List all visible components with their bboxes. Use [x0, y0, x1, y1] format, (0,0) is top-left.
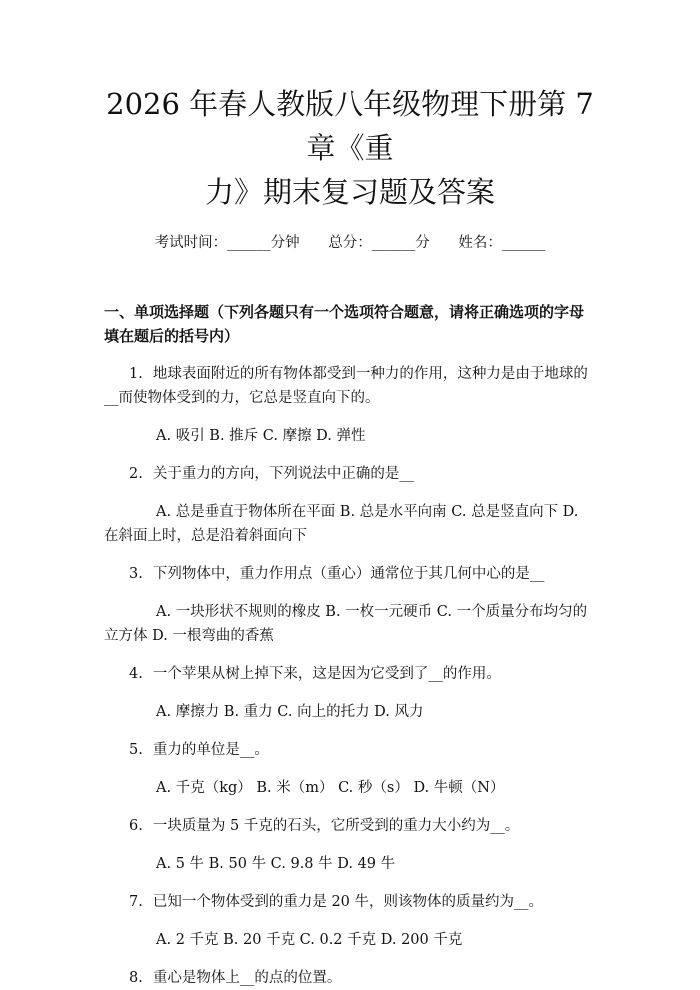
question-stem — [104, 462, 596, 486]
question-number: 6. — [129, 818, 143, 834]
question-list — [104, 362, 596, 990]
question-text: 重力的单位是__。 — [152, 742, 269, 758]
question-options: A. 千克（kg） B. 米（m） C. 秒（s） D. 牛顿（N） — [156, 780, 505, 796]
question-number: 7. — [129, 894, 143, 910]
question-2 — [104, 462, 596, 548]
question-8 — [104, 966, 596, 990]
exam-time: 考试时间：______分钟 — [154, 235, 300, 251]
question-number: 4. — [129, 666, 143, 682]
question-text: 关于重力的方向，下列说法中正确的是__ — [152, 466, 414, 482]
exam-info — [104, 232, 596, 254]
question-number: 5. — [129, 742, 143, 758]
question-3 — [104, 562, 596, 648]
question-options: A. 5 牛 B. 50 牛 C. 9.8 牛 D. 49 牛 — [156, 856, 396, 872]
question-number: 3. — [129, 566, 143, 582]
question-options: A. 摩擦力 B. 重力 C. 向上的托力 D. 风力 — [156, 704, 424, 720]
question-5 — [104, 738, 596, 800]
question-text: 下列物体中，重力作用点（重心）通常位于其几何中心的是__ — [152, 566, 545, 582]
title-line-2: 力》期末复习题及答案 — [204, 175, 495, 209]
question-stem — [104, 966, 596, 990]
question-stem — [104, 662, 596, 686]
section-heading: 一、单项选择题（下列各题只有一个选项符合题意，请将正确选项的字母填在题后的括号内） — [104, 303, 585, 345]
question-number: 8. — [129, 970, 143, 986]
question-7 — [104, 890, 596, 952]
question-text: 一个苹果从树上掉下来，这是因为它受到了__的作用。 — [152, 666, 501, 682]
question-options: A. 一块形状不规则的橡皮 B. 一枚一元硬币 C. 一个质量分布均匀的立方体 D. 一根弯曲的香蕉 — [104, 604, 588, 644]
exam-name: 姓名：______ — [458, 235, 546, 251]
document-title — [104, 0, 596, 214]
question-stem — [104, 362, 596, 410]
question-options: A. 2 千克 B. 20 千克 C. 0.2 千克 D. 200 千克 — [156, 932, 463, 948]
question-4 — [104, 662, 596, 724]
title-line-1: 2026 年春人教版八年级物理下册第 7 章《重 — [106, 87, 594, 165]
question-stem — [104, 562, 596, 586]
question-options: A. 吸引 B. 推斥 C. 摩擦 D. 弹性 — [156, 428, 366, 444]
question-6 — [104, 814, 596, 876]
question-stem — [104, 814, 596, 838]
question-text: 地球表面附近的所有物体都受到一种力的作用，这种力是由于地球的__而使物体受到的力，它总是竖直向下的。 — [104, 366, 588, 406]
question-options: A. 总是垂直于物体所在平面 B. 总是水平向南 C. 总是竖直向下 D. 在斜面上时，总是沿着斜面向下 — [104, 504, 579, 544]
question-stem — [104, 738, 596, 762]
question-number: 2. — [129, 466, 143, 482]
question-stem — [104, 890, 596, 914]
question-1 — [104, 362, 596, 448]
question-number: 1. — [129, 366, 143, 382]
question-text: 已知一个物体受到的重力是 20 牛，则该物体的质量约为__。 — [152, 894, 544, 910]
question-text: 一块质量为 5 千克的石头，它所受到的重力大小约为__。 — [152, 818, 520, 834]
exam-score: 总分：______分 — [328, 235, 430, 251]
question-text: 重心是物体上__的点的位置。 — [152, 970, 342, 986]
